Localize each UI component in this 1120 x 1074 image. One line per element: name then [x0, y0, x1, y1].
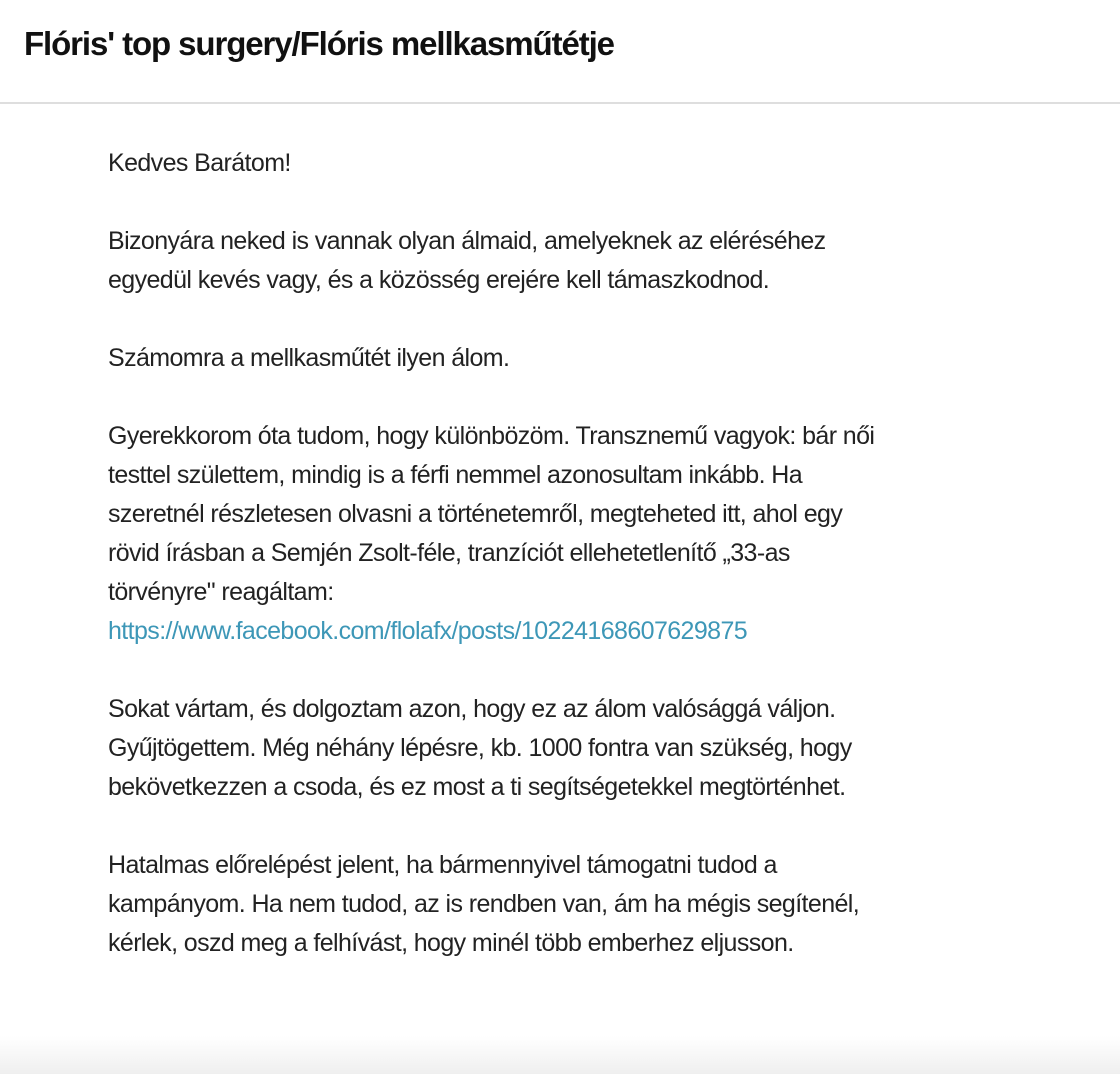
story-body: [108, 144, 1098, 1002]
story-line: rövid írásban a Semjén Zsolt-féle, tranzíciót ellehetetlenítő „33-as: [108, 539, 790, 567]
story-line: Számomra a mellkasműtét ilyen álom.: [108, 344, 510, 372]
story-paragraph-3: [108, 417, 1098, 651]
story-line: kampányom. Ha nem tudod, az is rendben van, ám ha mégis segítenél,: [108, 890, 860, 918]
facebook-post-link[interactable]: https://www.facebook.com/flolafx/posts/10224168607629875: [108, 617, 748, 645]
story-greeting: [108, 144, 1098, 183]
story-line: kérlek, oszd meg a felhívást, hogy minél több emberhez eljusson.: [108, 929, 794, 957]
story-line: Gyerekkorom óta tudom, hogy különbözöm. Transznemű vagyok: bár női: [108, 422, 875, 450]
story-line: egyedül kevés vagy, és a közösség erejére kell támaszkodnod.: [108, 266, 770, 294]
story-line: törvényre" reagáltam:: [108, 578, 334, 606]
story-line: bekövetkezzen a csoda, és ez most a ti segítségetekkel megtörténhet.: [108, 773, 846, 801]
page-title: Flóris' top surgery/Flóris mellkasműtétje: [24, 25, 614, 62]
story-paragraph-4: [108, 690, 1098, 807]
story-paragraph-2: [108, 339, 1098, 378]
story-line: Gyűjtögettem. Még néhány lépésre, kb. 1000 fontra van szükség, hogy: [108, 734, 852, 762]
story-paragraph-1: [108, 222, 1098, 300]
story-line: Sokat vártam, és dolgoztam azon, hogy ez az álom valósággá váljon.: [108, 695, 836, 723]
bottom-fade: [0, 1036, 1120, 1074]
story-paragraph-5: [108, 846, 1098, 963]
page-header: [0, 0, 1120, 104]
story-line: Hatalmas előrelépést jelent, ha bármennyivel támogatni tudod a: [108, 851, 777, 879]
story-line: Bizonyára neked is vannak olyan álmaid, amelyeknek az eléréséhez: [108, 227, 826, 255]
story-line: szeretnél részletesen olvasni a történetemről, megteheted itt, ahol egy: [108, 500, 843, 528]
story-line: Kedves Barátom!: [108, 149, 291, 177]
story-line: testtel születtem, mindig is a férfi nemmel azonosultam inkább. Ha: [108, 461, 803, 489]
